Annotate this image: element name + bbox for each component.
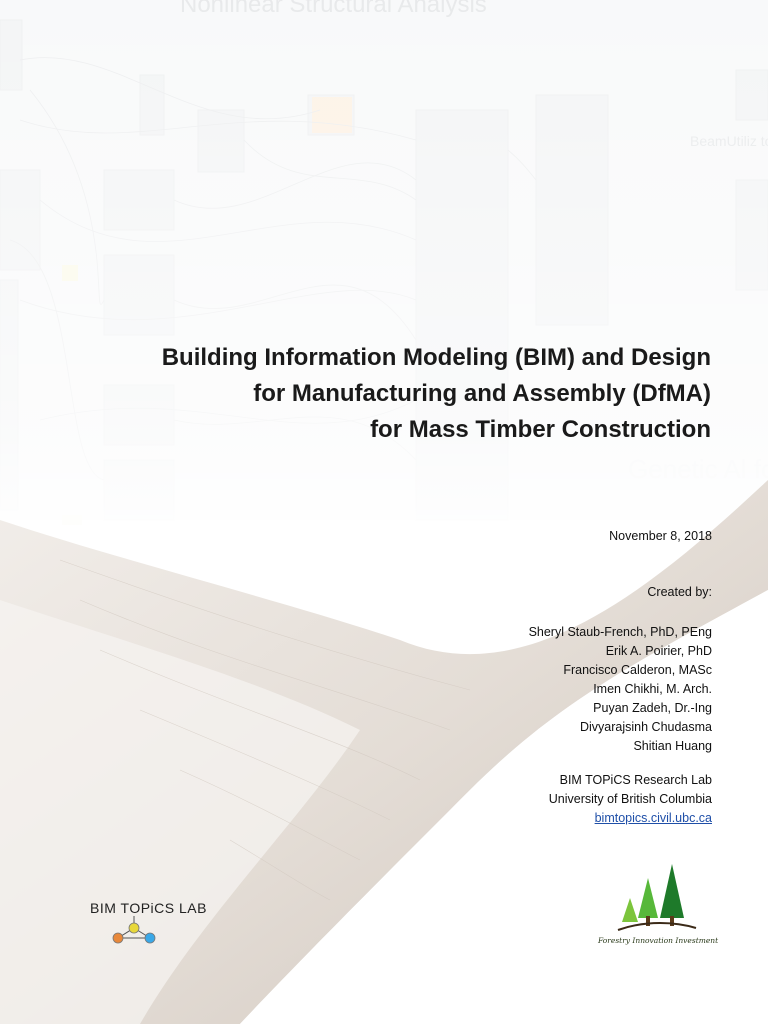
fii-logo-text: Forestry Innovation Investment [598,936,719,945]
bim-logo-text: BIM TOPiCS LAB [90,900,207,916]
author-name: Erik A. Poirier, PhD [605,644,712,658]
title-line-3: for Mass Timber Construction [370,416,711,443]
university-name: University of British Columbia [548,792,712,806]
trees-icon [596,860,716,940]
publication-date: November 8, 2018 [609,529,712,543]
lab-name: BIM TOPiCS Research Lab [559,773,712,787]
author-name: Imen Chikhi, M. Arch. [593,682,712,696]
title-line-1: Building Information Modeling (BIM) and Design [161,344,711,371]
title-line-2: for Manufacturing and Assembly (DfMA) [253,380,711,407]
author-name: Sheryl Staub-French, PhD, PEng [528,625,712,639]
organization-block [549,771,712,828]
molecule-icon [90,898,230,948]
author-name: Francisco Calderon, MASc [563,663,712,677]
author-name: Puyan Zadeh, Dr.-Ing [593,701,712,715]
created-by-label: Created by: [647,585,712,599]
bim-topics-lab-logo [90,898,230,948]
author-name: Shitian Huang [633,739,712,753]
website-link[interactable]: bimtopics.civil.ubc.ca [594,811,712,825]
forestry-innovation-investment-logo [596,860,719,950]
document-title [31,340,711,448]
author-list [529,623,712,756]
author-name: Divyarajsinh Chudasma [579,720,712,734]
